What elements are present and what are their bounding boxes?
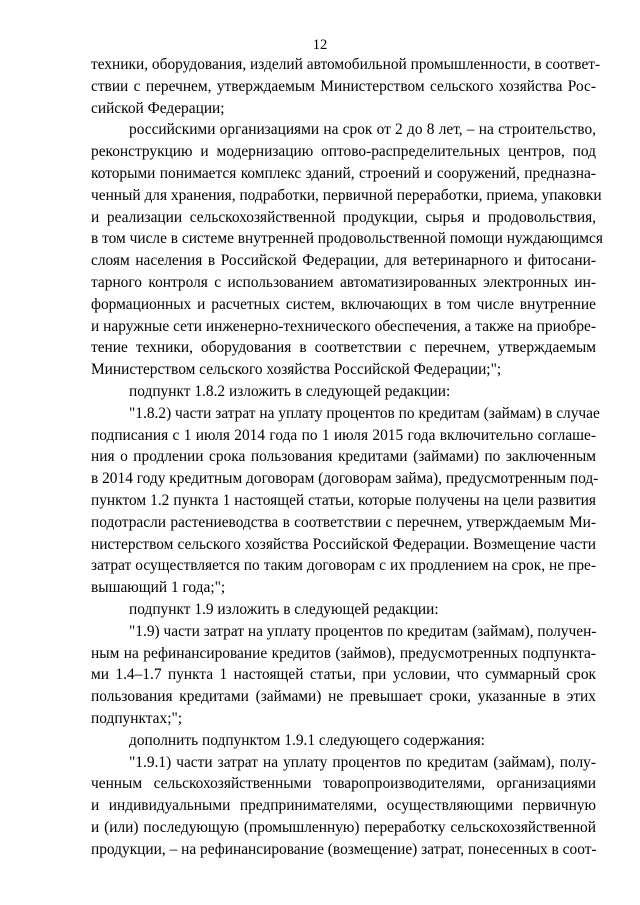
- text-line: слоям населения в Российской Федерации, для ветеринарного и фитосани-: [91, 252, 596, 270]
- text-line: вышающий 1 года;";: [91, 579, 226, 597]
- text-line: и реализации сельскохозяйственной продукции, сырья и продовольствия,: [91, 208, 596, 226]
- text-line: подпункт 1.9 изложить в следующей редакции:: [129, 600, 439, 618]
- text-line: ченным сельскохозяйственными товаропроизводителями, организациями: [91, 775, 596, 793]
- text-line: нистерством сельского хозяйства Российской Федерации. Возмещение части: [91, 535, 596, 553]
- text-line: ным на рефинансирование кредитов (займов), предусмотренных подпункта-: [91, 644, 596, 662]
- text-line: сийской Федерации;: [91, 99, 225, 117]
- text-line: которыми понимается комплекс зданий, строений и сооружений, предназна-: [91, 164, 596, 182]
- text-line: "1.9) части затрат на уплату процентов по кредитам (займам), получен-: [129, 622, 597, 640]
- text-line: затрат осуществляется по таким договорам с их продлением на срок, не пре-: [91, 557, 596, 575]
- document-body: [91, 54, 603, 860]
- text-line: подписания с 1 июля 2014 года по 1 июля 2015 года включительно соглаше-: [91, 426, 596, 444]
- text-line: и наружные сети инженерно-технического обеспечения, а также на приобре-: [91, 317, 596, 335]
- text-line: ния о продлении срока пользования кредитами (займами) по заключенным: [91, 448, 596, 466]
- text-line: пунктом 1.2 пункта 1 настоящей статьи, которые получены на цели развития: [91, 491, 596, 509]
- text-line: пользования кредитами (займами) не превышает сроки, указанные в этих: [91, 688, 596, 706]
- text-line: "1.8.2) части затрат на уплату процентов по кредитам (займам) в случае: [129, 404, 600, 422]
- text-line: ченный для хранения, подработки, первичной переработки, приема, упаковки: [91, 186, 602, 204]
- text-line: реконструкцию и модернизацию оптово-распределительных центров, под: [91, 143, 596, 161]
- text-line: тение техники, оборудования в соответствии с перечнем, утверждаемым: [91, 339, 596, 357]
- text-line: в том числе в системе внутренней продовольственной помощи нуждающимся: [91, 230, 603, 248]
- text-line: техники, оборудования, изделий автомобильной промышленности, в соответ-: [91, 56, 601, 73]
- text-line: в 2014 году кредитным договорам (договорам займа), предусмотренным под-: [91, 470, 599, 488]
- text-line: и (или) последующую (промышленную) переработку сельскохозяйственной: [91, 818, 596, 836]
- text-line: подпунктах;";: [91, 709, 183, 727]
- text-line: ствии с перечнем, утверждаемым Министерством сельского хозяйства Рос-: [91, 77, 596, 95]
- text-line: "1.9.1) части затрат на уплату процентов по кредитам (займам), полу-: [129, 753, 596, 771]
- text-line: подпункт 1.8.2 изложить в следующей редакции:: [129, 382, 451, 400]
- page-number: 12: [312, 37, 328, 53]
- text-line: продукции, – на рефинансирование (возмещение) затрат, понесенных в соот-: [91, 840, 597, 858]
- text-line: тарного контроля с использованием автоматизированных электронных ин-: [91, 273, 596, 291]
- text-line: подотрасли растениеводства в соответствии с перечнем, утверждаемым Ми-: [91, 513, 596, 531]
- text-line: формационных и расчетных систем, включающих в том числе внутренние: [91, 295, 596, 313]
- text-line: Министерством сельского хозяйства Российской Федерации;";: [91, 361, 502, 379]
- text-line: и индивидуальными предпринимателями, осуществляющими первичную: [91, 797, 596, 815]
- text-line: российскими организациями на срок от 2 до 8 лет, – на строительство,: [129, 121, 596, 139]
- text-line: ми 1.4–1.7 пункта 1 настоящей статьи, при условии, что суммарный срок: [91, 666, 596, 684]
- text-line: дополнить подпунктом 1.9.1 следующего содержания:: [129, 731, 485, 749]
